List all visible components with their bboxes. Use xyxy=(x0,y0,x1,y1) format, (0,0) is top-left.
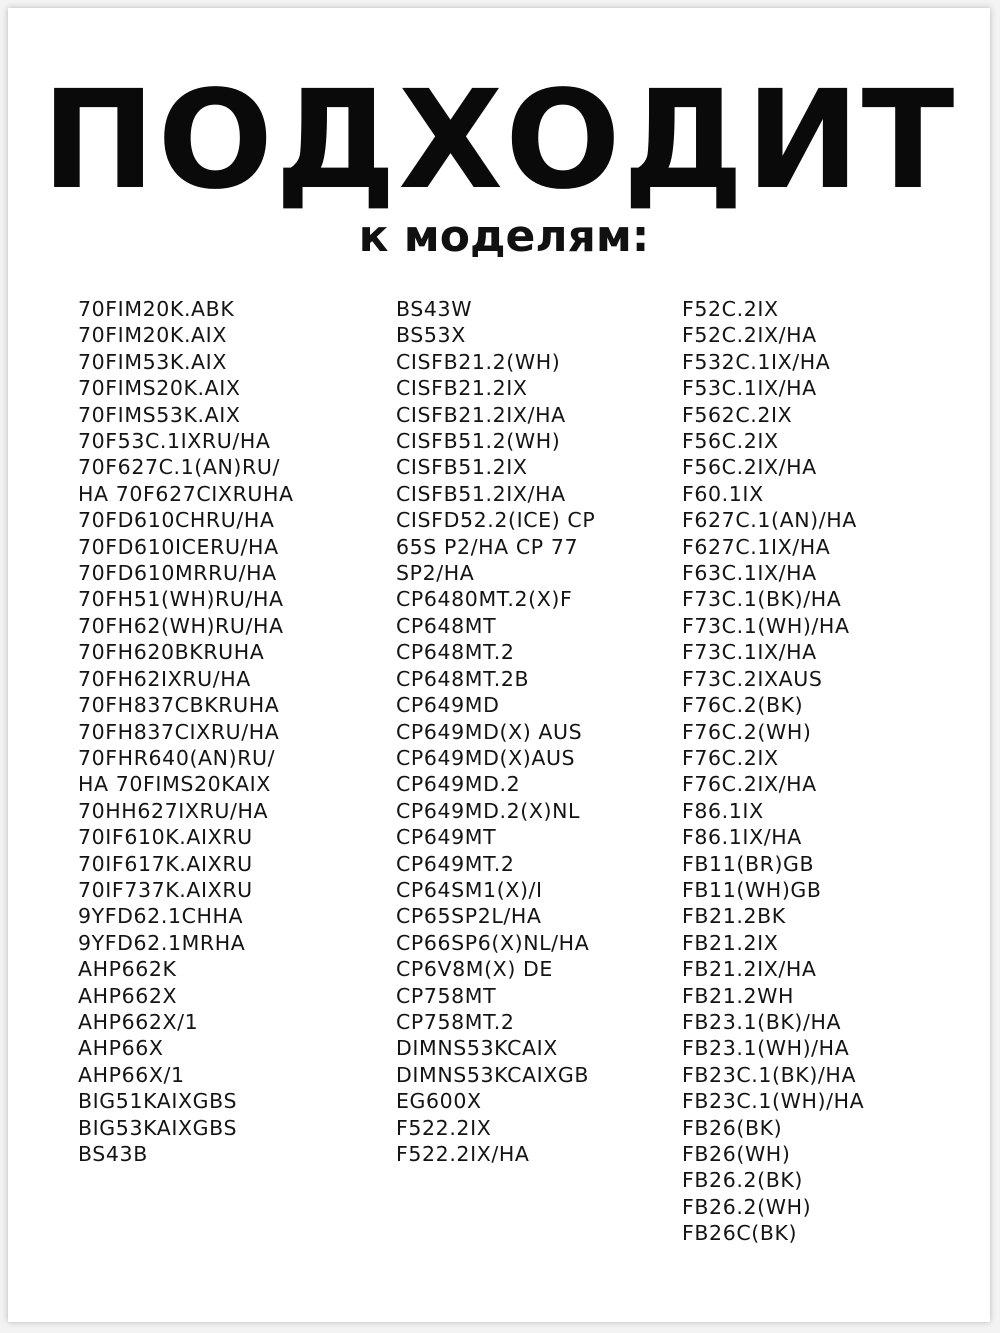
model-list-item: F52C.2IX/HA xyxy=(682,323,817,348)
model-list-item: FB23.1(BK)/HA xyxy=(682,1009,842,1034)
model-list-item: HA 70F627CIXRUHA xyxy=(78,481,294,506)
model-list-item: F52C.2IX xyxy=(682,297,779,321)
model-list-item: F86.1IX xyxy=(682,798,764,823)
model-list-item: FB23C.1(BK)/HA xyxy=(682,1062,857,1087)
model-list-item: CISFB21.2IX xyxy=(396,376,528,401)
model-list-item: 70FH62IXRU/HA xyxy=(78,666,251,691)
model-list-item: 70FIM53K.AIX xyxy=(78,349,227,374)
model-list-item: BS43W xyxy=(396,297,473,321)
model-list-item: CP758MT xyxy=(396,983,497,1008)
model-list-item: CP649MT.2 xyxy=(396,851,515,876)
model-list-item: AHP66X/1 xyxy=(78,1062,185,1087)
model-list-item: F627C.1(AN)/HA xyxy=(682,508,857,533)
model-list-item: AHP662K xyxy=(78,957,177,982)
document-sheet xyxy=(8,8,990,1322)
model-list-item: FB23.1(WH)/HA xyxy=(682,1036,850,1061)
model-list-item: CISFB21.2(WH) xyxy=(396,349,561,374)
model-list-item: F86.1IX/HA xyxy=(682,825,802,850)
model-list-item: 70FD610CHRU/HA xyxy=(78,508,275,533)
model-list-item: CP649MD.2(X)NL xyxy=(396,798,581,823)
model-list-item: 9YFD62.1MRHA xyxy=(78,930,246,955)
model-list-item: CISFB21.2IX/HA xyxy=(396,402,566,427)
model-list-item: CP66SP6(X)NL/HA xyxy=(396,930,590,955)
model-list-item: F60.1IX xyxy=(682,481,764,506)
model-list-item: CP648MT.2B xyxy=(396,666,530,691)
model-list-item: CP6480MT.2(X)F xyxy=(396,587,573,612)
model-list-item: 70FIMS53K.AIX xyxy=(78,402,241,427)
model-list-item: 70FH620BKRUHA xyxy=(78,640,265,665)
model-list-item: 70FD610ICERU/HA xyxy=(78,534,279,559)
model-list-item: FB21.2WH xyxy=(682,983,794,1008)
model-list-item: F73C.1IX/HA xyxy=(682,640,817,665)
model-list-item: FB21.2IX/HA xyxy=(682,957,817,982)
page-subtitle: к моделям: xyxy=(358,211,650,262)
model-list-item: F76C.2(BK) xyxy=(682,693,804,718)
model-list-item: F522.2IX/HA xyxy=(396,1142,530,1166)
model-list-item: 70FH837CBKRUHA xyxy=(78,693,280,718)
model-list-item: 70FD610MRRU/HA xyxy=(78,561,277,586)
model-list-item: F76C.2IX xyxy=(682,745,779,770)
model-list-item: 70FIM20K.ABK xyxy=(78,297,235,321)
model-list-item: CP65SP2L/HA xyxy=(396,904,542,929)
model-list-item: 70IF617K.AIXRU xyxy=(78,851,253,876)
model-list-item: 70IF610K.AIXRU xyxy=(78,825,253,850)
model-list-item: DIMNS53KCAIXGB xyxy=(396,1062,590,1087)
model-list-item: SP2/HA xyxy=(396,561,475,586)
model-list-item: 70FHR640(AN)RU/ xyxy=(78,745,276,770)
model-list-item: HA 70FIMS20KAIX xyxy=(78,772,271,797)
model-list-item: CP649MD xyxy=(396,693,500,718)
model-list-item: F63C.1IX/HA xyxy=(682,561,817,586)
model-list-item: 70FIM20K.AIX xyxy=(78,323,227,348)
model-list-item: 65S P2/HA CP 77 xyxy=(396,534,579,559)
model-list-item: F522.2IX xyxy=(396,1115,492,1140)
model-list-column-3 xyxy=(682,296,864,1247)
model-list-item: F562C.2IX xyxy=(682,402,793,427)
model-list-item: 70F53C.1IXRU/HA xyxy=(78,429,271,454)
model-list-item: F53C.1IX/HA xyxy=(682,376,817,401)
model-list-column-1 xyxy=(78,296,294,1167)
model-list-item: FB11(BR)GB xyxy=(682,851,815,876)
model-list-item: CP648MT xyxy=(396,613,497,638)
model-list-item: F76C.2(WH) xyxy=(682,719,812,744)
model-list-item: F73C.2IXAUS xyxy=(682,666,823,691)
model-list-item: FB26(WH) xyxy=(682,1142,791,1166)
model-list-item: F56C.2IX/HA xyxy=(682,455,817,480)
model-list-item: FB23C.1(WH)/HA xyxy=(682,1089,865,1114)
model-list-item: AHP662X xyxy=(78,983,178,1008)
model-list-item: CP649MD.2 xyxy=(396,772,521,797)
model-list-item: 70FH51(WH)RU/HA xyxy=(78,587,284,612)
model-list-item: AHP662X/1 xyxy=(78,1009,199,1034)
model-list-item: CISFD52.2(ICE) CP xyxy=(396,508,596,533)
model-list-item: 70FIMS20K.AIX xyxy=(78,376,241,401)
model-list-item: BIG53KAIXGBS xyxy=(78,1115,238,1140)
model-list-item: BS53X xyxy=(396,323,466,348)
model-list-item: 70F627C.1(AN)RU/ xyxy=(78,455,280,480)
model-list-item: FB11(WH)GB xyxy=(682,877,822,902)
model-list-item: CP649MD(X) AUS xyxy=(396,719,583,744)
model-list-item: AHP66X xyxy=(78,1036,164,1061)
model-list-item: DIMNS53KCAIX xyxy=(396,1036,558,1061)
model-list-item: 70IF737K.AIXRU xyxy=(78,877,253,902)
model-list-item: FB21.2BK xyxy=(682,904,786,929)
model-list-item: 70FH62(WH)RU/HA xyxy=(78,613,284,638)
model-list-item: FB26(BK) xyxy=(682,1115,783,1140)
model-list-item: FB26.2(BK) xyxy=(682,1168,804,1193)
model-list-item: CISFB51.2IX/HA xyxy=(396,481,566,506)
model-list-item: FB26C(BK) xyxy=(682,1221,798,1246)
model-list-column-2 xyxy=(396,296,595,1167)
model-list-item: FB26.2(WH) xyxy=(682,1194,812,1219)
model-list-item: BIG51KAIXGBS xyxy=(78,1089,238,1114)
model-list-item: F73C.1(BK)/HA xyxy=(682,587,842,612)
model-list-item: F627C.1IX/HA xyxy=(682,534,831,559)
model-list-item: 9YFD62.1CHHA xyxy=(78,904,244,929)
model-list-item: 70FH837CIXRU/HA xyxy=(78,719,280,744)
model-list-item: BS43B xyxy=(78,1142,148,1166)
model-list-item: CP648MT.2 xyxy=(396,640,515,665)
model-list-item: 70HH627IXRU/HA xyxy=(78,798,269,823)
model-list-item: CISFB51.2(WH) xyxy=(396,429,561,454)
model-list-item: F73C.1(WH)/HA xyxy=(682,613,850,638)
model-list-item: CP64SM1(X)/I xyxy=(396,877,543,902)
model-list-item: CP6V8M(X) DE xyxy=(396,957,553,982)
model-list-item: CISFB51.2IX xyxy=(396,455,528,480)
model-list-item: CP758MT.2 xyxy=(396,1009,515,1034)
model-list-item: FB21.2IX xyxy=(682,930,779,955)
model-list-item: EG600X xyxy=(396,1089,482,1114)
model-list-item: F532C.1IX/HA xyxy=(682,349,831,374)
model-list-item: CP649MT xyxy=(396,825,497,850)
page-title: ПОДХОДИТ xyxy=(41,62,957,220)
model-list-item: F76C.2IX/HA xyxy=(682,772,817,797)
model-list-item: CP649MD(X)AUS xyxy=(396,745,576,770)
model-list-item: F56C.2IX xyxy=(682,429,779,454)
